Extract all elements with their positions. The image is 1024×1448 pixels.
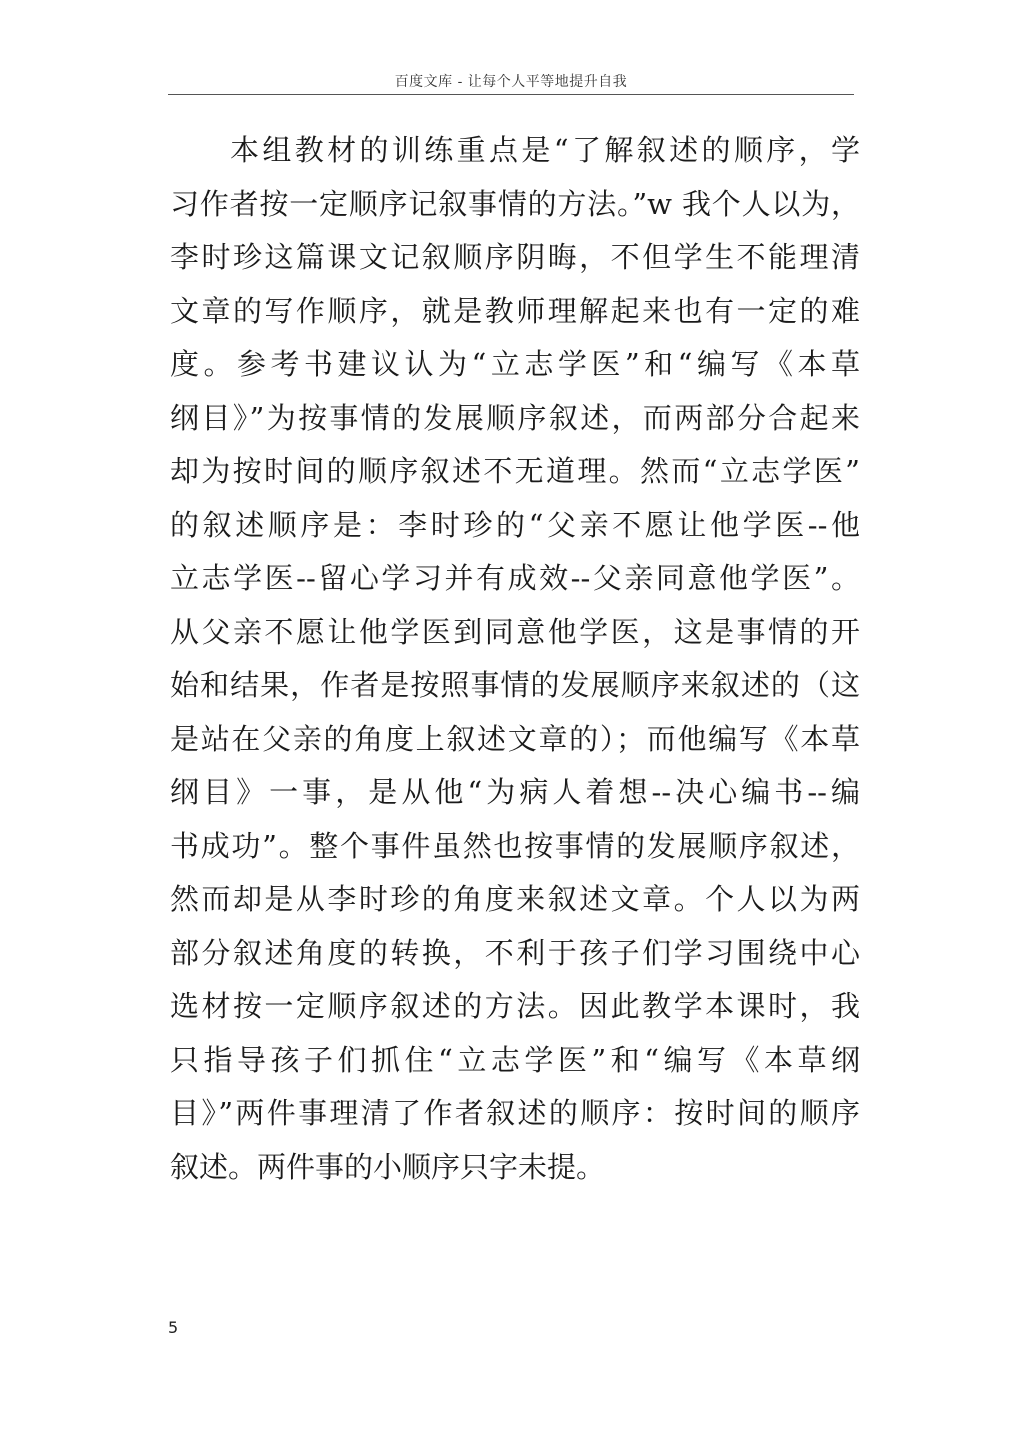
text-line: 文章的写作顺序，就是教师理解起来也有一定的难: [170, 293, 860, 328]
text-line: 本组教材的训练重点是“了解叙述的顺序，学: [230, 133, 860, 167]
text-line: 书成功”。整个事件虽然也按事情的发展顺序叙述，: [170, 828, 860, 863]
text-line: 纲目》一事，是从他“为病人着想--决心编书--编: [170, 775, 860, 809]
page-number: 5: [168, 1318, 179, 1337]
text-line: 习作者按一定顺序记叙事情的方法。”w 我个人以为，: [170, 186, 860, 221]
text-line: 始和结果，作者是按照事情的发展顺序来叙述的（这: [170, 668, 860, 702]
text-line: 只指导孩子们抓住“立志学医”和“编写《本草纲: [170, 1042, 860, 1077]
text-line: 却为按时间的顺序叙述不无道理。然而“立志学医”: [170, 454, 860, 488]
text-line: 部分叙述角度的转换，不利于孩子们学习围绕中心: [170, 935, 860, 970]
text-line: 选材按一定顺序叙述的方法。因此教学本课时，我: [170, 989, 860, 1023]
text-line: 度。参考书建议认为“立志学医”和“编写《本草: [170, 347, 860, 381]
text-line: 的叙述顺序是：李时珍的“父亲不愿让他学医--他: [170, 507, 860, 542]
page-header: 百度文库 - 让每个人平等地提升自我: [394, 74, 628, 90]
text-line: 然而却是从李时珍的角度来叙述文章。个人以为两: [170, 882, 860, 916]
text-line: 目》”两件事理清了作者叙述的顺序：按时间的顺序: [170, 1096, 860, 1130]
text-line: 从父亲不愿让他学医到同意他学医，这是事情的开: [170, 614, 860, 649]
text-line: 李时珍这篇课文记叙顺序阴晦，不但学生不能理清: [170, 240, 860, 274]
header-divider: [168, 94, 854, 95]
text-line: 叙述。两件事的小顺序只字未提。: [170, 1149, 606, 1184]
text-line: 纲目》”为按事情的发展顺序叙述，而两部分合起来: [170, 400, 860, 435]
text-line: 立志学医--留心学习并有成效--父亲同意他学医”。: [170, 561, 860, 595]
text-line: 是站在父亲的角度上叙述文章的）；而他编写《本草: [170, 721, 860, 756]
body-paragraph: [170, 124, 860, 1194]
